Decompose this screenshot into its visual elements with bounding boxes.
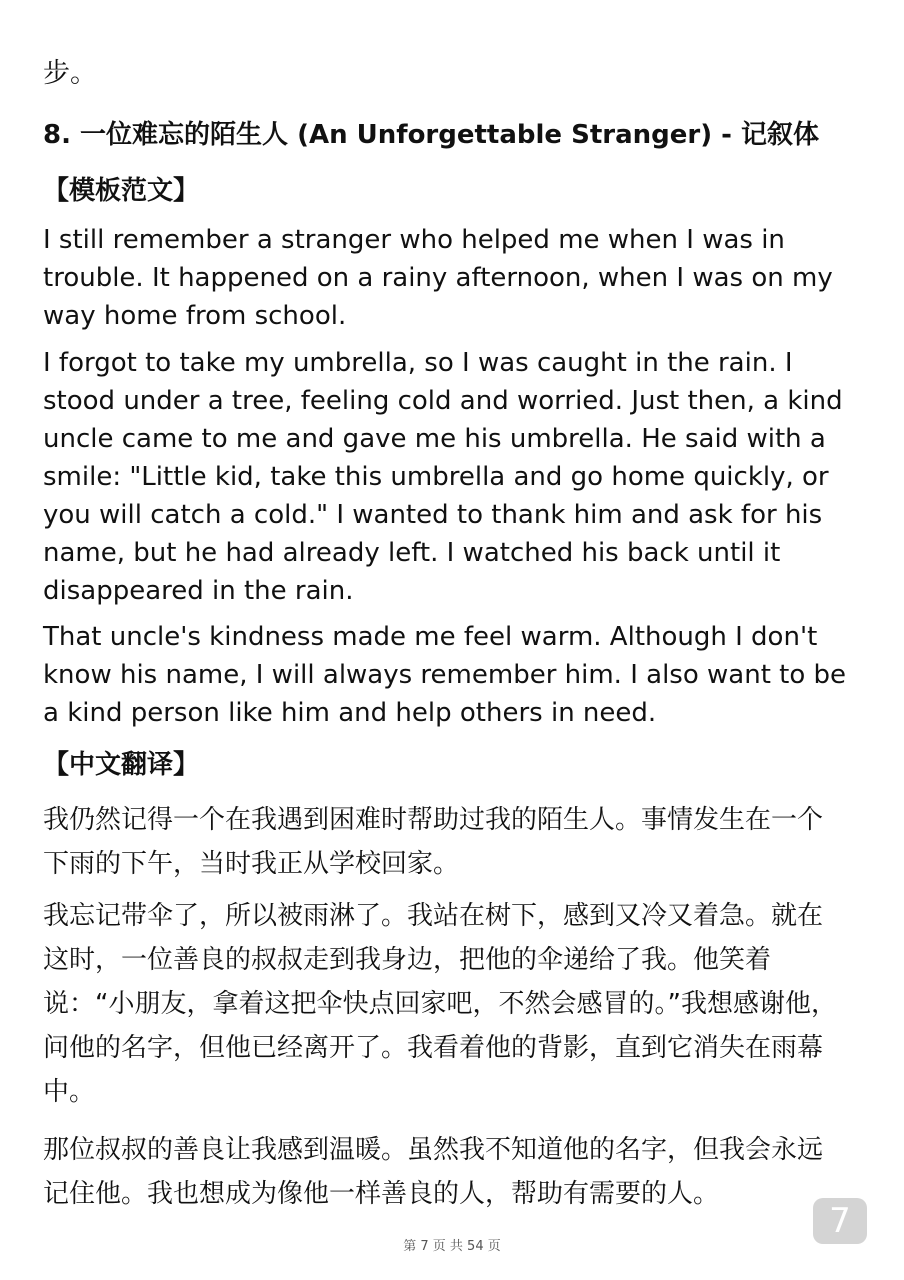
chinese-paragraph-3: 那位叔叔的善良让我感到温暖。虽然我不知道他的名字，但我会永远记住他。我也想成为像他一样善良的人，帮助有需要的人。 [43,1135,824,1209]
chinese-paragraph-1: 我仍然记得一个在我遇到困难时帮助过我的陌生人。事情发生在一个下雨的下午，当时我正从学校回家。 [43,805,824,879]
essay-heading: 8. 一位难忘的陌生人 (An Unforgettable Stranger) - 记叙体 [43,120,819,150]
page-number-badge[interactable]: 7 [813,1198,867,1244]
english-paragraph-1: I still remember a stranger who helped me when I was in trouble. It happened on a rainy afternoon, when I was on my way home from school. [43,225,833,331]
english-paragraph-2: I forgot to take my umbrella, so I was caught in the rain. I stood under a tree, feeling cold and worried. Just then, a kind uncle came to me and gave me his umbrella. He said with a smile: "Little kid, take this umbrella and go home quickly, or you will catch a cold." I wanted to thank him and ask for his name, but he had already left. I watched his back until it disappeared in the rain. [43,348,843,606]
template-section-label: 【模板范文】 [43,176,200,206]
page-footer: 第 7 页 共 54 页 [403,1239,501,1254]
carryover-text: 步。 [43,58,97,89]
translation-section-label: 【中文翻译】 [43,750,200,780]
english-paragraph-3: That uncle's kindness made me feel warm. Although I don't know his name, I will always remember him. I also want to be a kind person like him and help others in need. [43,622,847,728]
chinese-paragraph-2: 我忘记带伞了，所以被雨淋了。我站在树下，感到又冷又着急。就在这时，一位善良的叔叔走到我身边，把他的伞递给了我。他笑着说：“小朋友，拿着这把伞快点回家吧，不然会感冒的。”我想感谢他，问他的名字，但他已经离开了。我看着他的背影，直到它消失在雨幕中。 [43,901,837,1107]
